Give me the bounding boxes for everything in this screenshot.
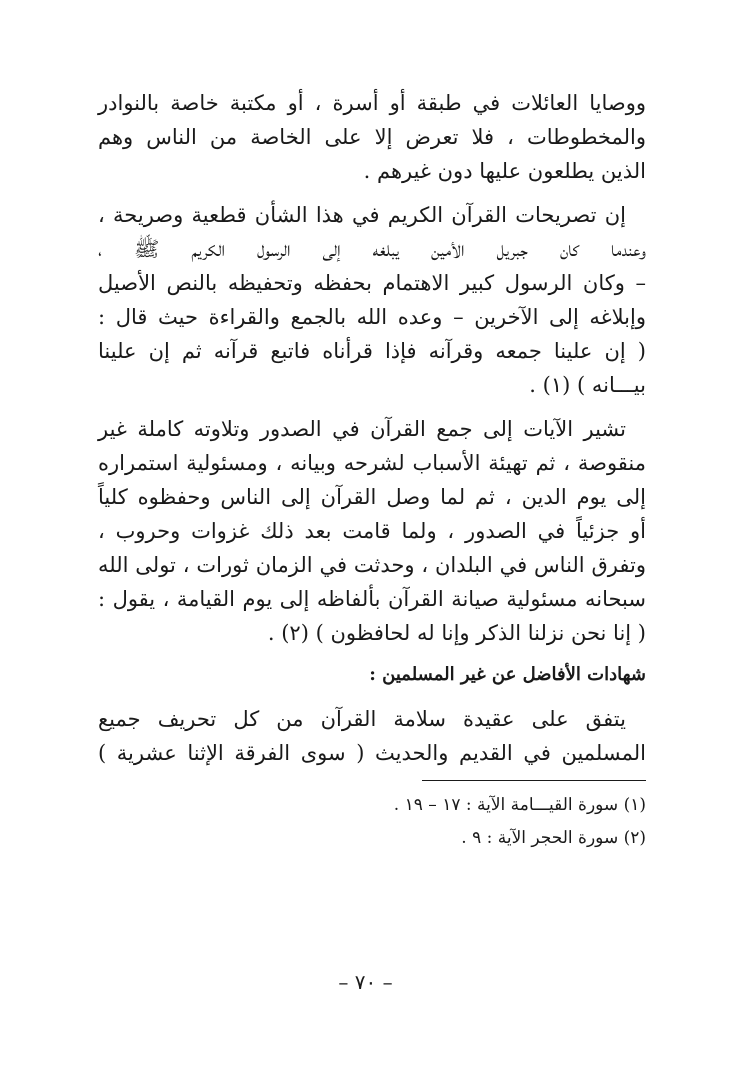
- text-line: المسلمين في القديم والحديث ( سوى الفرقة الإثنا عشرية ): [98, 741, 646, 765]
- paragraph-1: [98, 86, 646, 188]
- footnote-divider: [422, 780, 646, 781]
- text-line: إن تصريحات القرآن الكريم في هذا الشأن قطعية وصريحة ،: [98, 203, 626, 227]
- text-line: – وكان الرسول كبير الاهتمام بحفظه وتحفيظه بالنص الأصيل: [98, 271, 646, 295]
- text-line: وعندما كان جبريل الأمين يبلغه إلى الرسول الكريم ﷺ ،: [98, 237, 646, 261]
- text-line: ( إنا نحن نزلنا الذكر وإنا له لحافظون ) (٢) .: [267, 621, 646, 645]
- section-heading: شهادات الأفاضل عن غير المسلمين :: [369, 664, 646, 685]
- text-line: الذين يطلعون عليها دون غيرهم .: [363, 159, 646, 183]
- text-line: سبحانه مسئولية صيانة القرآن بألفاظه إلى يوم القيامة ، يقول :: [98, 587, 646, 611]
- text-line: يتفق على عقيدة سلامة القرآن من كل تحريف جميع: [98, 707, 626, 731]
- page-number: – ٧٠ –: [338, 970, 393, 994]
- page-body: [98, 86, 646, 855]
- text-line: ووصايا العائلات في طبقة أو أسرة ، أو مكتبة خاصة بالنوادر: [98, 91, 646, 115]
- text-line: أو جزئياً في الصدور ، ولما قامت بعد ذلك غزوات وحروب ،: [98, 519, 646, 543]
- footnotes: [98, 789, 646, 855]
- footnote-1: (١) سورة القيـــامة الآية : ١٧ – ١٩ .: [393, 795, 646, 815]
- text-line: تشير الآيات إلى جمع القرآن في الصدور وتلاوته كاملة غير: [98, 417, 626, 441]
- text-line: منقوصة ، ثم تهيئة الأسباب لشرحه وبيانه ، ومسئولية استمراره: [98, 451, 646, 475]
- footnote-2: (٢) سورة الحجر الآية : ٩ .: [461, 828, 646, 848]
- text-line: بيـــانه ) (١) .: [529, 373, 646, 397]
- text-line: إلى يوم الدين ، ثم لما وصل القرآن إلى الناس وحفظوه كلياً: [98, 485, 646, 509]
- paragraph-4: [98, 702, 646, 770]
- paragraph-3: [98, 412, 646, 650]
- text-line: وتفرق الناس في البلدان ، وحدثت في الزمان ثورات ، تولى الله: [98, 553, 646, 577]
- text-line: والمخطوطات ، فلا تعرض إلا على الخاصة من الناس وهم: [98, 125, 646, 149]
- paragraph-2: [98, 198, 646, 402]
- text-line: ( إن علينا جمعه وقرآنه فإذا قرأناه فاتبع قرآنه ثم إن علينا: [98, 339, 646, 363]
- text-line: وإبلاغه إلى الآخرين – وعده الله بالجمع والقراءة حيث قال :: [98, 305, 646, 329]
